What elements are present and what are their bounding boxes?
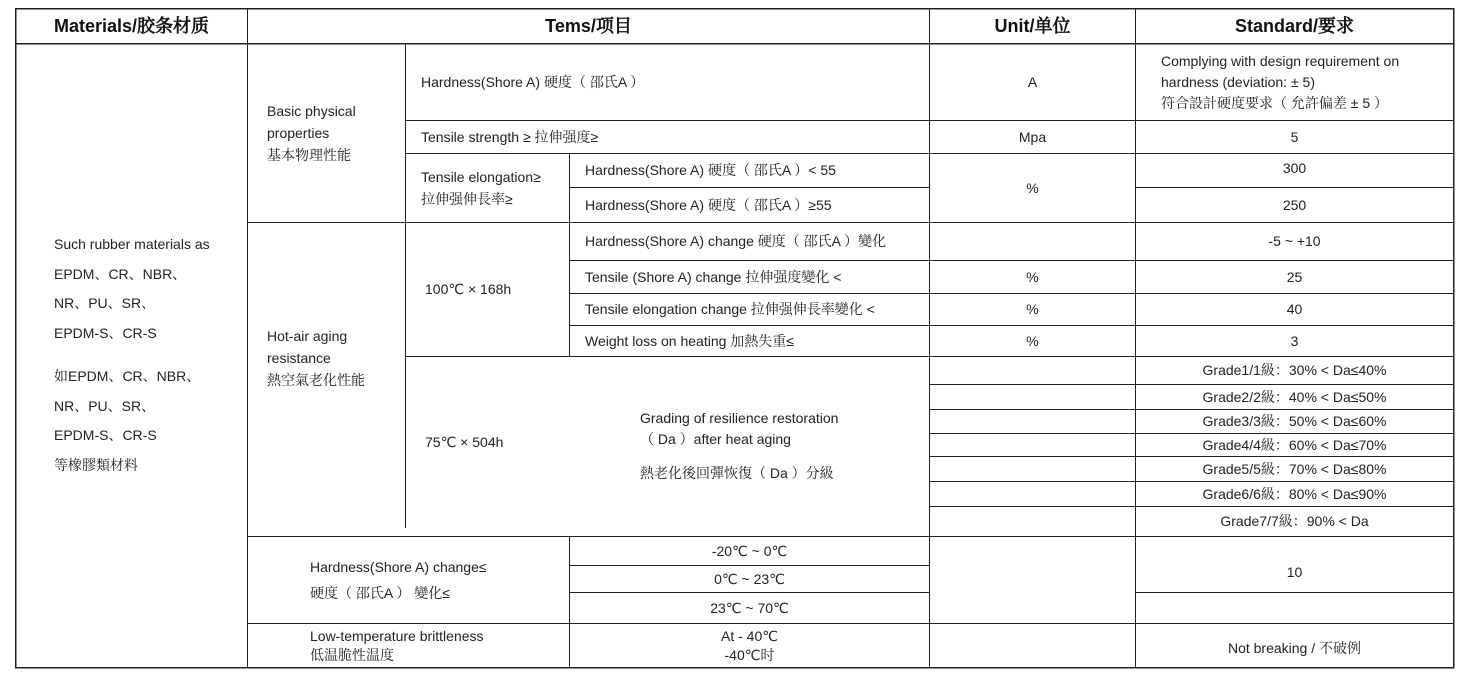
aging-row-standard: 40	[1286, 301, 1303, 317]
tensile-unit: Mpa	[1018, 128, 1047, 145]
hardness-standard-line: hardness (deviation: ± 5)	[1161, 73, 1315, 90]
condition-100c: 100℃ × 168h	[425, 281, 512, 297]
temperature-range: 23℃ ~ 70℃	[710, 599, 789, 616]
materials-en-line: Such rubber materials as	[54, 236, 210, 252]
hotair-title-line: resistance	[267, 350, 331, 366]
hardness-standard-line: 符合設計硬度要求（ 允許偏差 ± 5 ）	[1161, 94, 1389, 111]
grading-zh-line: 熱老化後回彈恢復（ Da ）分級	[640, 465, 834, 481]
grade-row: Grade1/1級：30% < Da≤40%	[1202, 362, 1387, 378]
aging-row-standard: -5 ~ +10	[1268, 233, 1321, 249]
elongation-row-label: Hardness(Shore A) 硬度（ 邵氏A ）< 55	[585, 162, 836, 178]
grade-row: Grade3/3級：50% < Da≤60%	[1202, 413, 1387, 429]
hardness-change-standard: 10	[1286, 563, 1303, 580]
grade-row: Grade2/2級：40% < Da≤50%	[1202, 388, 1387, 405]
hotair-title	[267, 223, 403, 493]
hardness-standard	[1161, 44, 1451, 120]
grade-row: Grade6/6級：80% < Da≤90%	[1202, 485, 1387, 502]
basic-title-line: 基本物理性能	[267, 147, 351, 163]
aging-row-label: Hardness(Shore A) change 硬度（ 邵氏A ）變化	[585, 233, 887, 249]
basic-title-line: properties	[267, 125, 330, 141]
hardness-standard-line: Complying with design requirement on	[1161, 52, 1400, 69]
hardness-unit: A	[1027, 73, 1038, 90]
hotair-title-line: Hot-air aging	[267, 328, 348, 344]
elongation-label-line: Tensile elongation≥	[421, 169, 541, 185]
basic-properties-title	[267, 44, 403, 222]
hardness-change-line: 硬度（ 邵氏A ） 變化≤	[310, 585, 450, 601]
header-materials: Materials/胶条材质	[53, 15, 210, 36]
aging-row-unit: %	[1026, 301, 1039, 317]
aging-row-unit	[930, 223, 1135, 260]
hardness-change-line: Hardness(Shore A) change≤	[310, 559, 487, 575]
materials-en-line: EPDM-S、CR-S	[54, 324, 157, 341]
aging-row-label: Tensile (Shore A) change 拉伸强度變化 <	[585, 268, 842, 285]
elongation-standard: 300	[1282, 159, 1307, 176]
materials-zh-line: NR、PU、SR、	[54, 397, 156, 414]
materials-en-line: NR、PU、SR、	[54, 295, 156, 311]
low-temp-line: 低温脆性温度	[310, 646, 394, 663]
materials-zh-line: EPDM-S、CR-S	[54, 427, 157, 443]
hardness-change-label	[310, 537, 567, 623]
grade-row: Grade5/5級：70% < Da≤80%	[1202, 460, 1387, 477]
tensile-label: Tensile strength ≥ 拉伸强度≥	[421, 128, 599, 145]
elongation-label	[421, 154, 567, 222]
grading-description	[640, 357, 927, 535]
materials-zh-line: 等橡膠類材料	[54, 456, 138, 473]
low-temp-standard: Not breaking / 不破例	[1227, 640, 1362, 656]
elongation-row-label: Hardness(Shore A) 硬度（ 邵氏A ）≥55	[585, 196, 832, 213]
materials-en-line: EPDM、CR、NBR、	[54, 265, 187, 282]
materials-zh-line: 如EPDM、CR、NBR、	[54, 368, 201, 384]
elongation-label-line: 拉伸强伸長率≥	[421, 191, 513, 207]
aging-row-label: Tensile elongation change 拉伸强伸長率變化 <	[585, 301, 875, 317]
hardness-label: Hardness(Shore A) 硬度（ 邵氏A ）	[421, 73, 645, 90]
hotair-title-line: 熱空氣老化性能	[267, 372, 365, 388]
temperature-range: -20℃ ~ 0℃	[711, 542, 788, 559]
aging-row-label: Weight loss on heating 加熱失重≤	[585, 332, 794, 349]
tensile-standard: 5	[1290, 128, 1299, 145]
aging-row-unit: %	[1026, 332, 1039, 349]
header-unit: Unit/单位	[994, 15, 1071, 36]
materials-description	[54, 230, 244, 480]
low-temp-condition-line: -40℃时	[724, 646, 775, 663]
elongation-unit: %	[1026, 179, 1039, 196]
aging-row-standard: 25	[1286, 268, 1303, 285]
low-temp-line: Low-temperature brittleness	[310, 627, 484, 644]
grading-en-line: Grading of resilience restoration	[640, 410, 839, 426]
low-temp-condition-line: At - 40℃	[721, 627, 778, 644]
condition-75c: 75℃ × 504h	[425, 434, 504, 450]
header-items: Tems/项目	[545, 15, 632, 36]
aging-row-unit: %	[1026, 268, 1039, 285]
grading-en-line: （ Da ）after heat aging	[640, 431, 791, 447]
grade-row: Grade4/4級：60% < Da≤70%	[1202, 436, 1387, 453]
temperature-range: 0℃ ~ 23℃	[714, 570, 785, 587]
elongation-standard: 250	[1282, 196, 1307, 213]
basic-title-line: Basic physical	[267, 103, 356, 119]
aging-row-standard: 3	[1290, 332, 1299, 349]
header-standard: Standard/要求	[1234, 15, 1354, 36]
low-temp-condition	[570, 624, 929, 667]
low-temp-label	[310, 624, 567, 667]
grade-row: Grade7/7級：90% < Da	[1220, 513, 1369, 529]
